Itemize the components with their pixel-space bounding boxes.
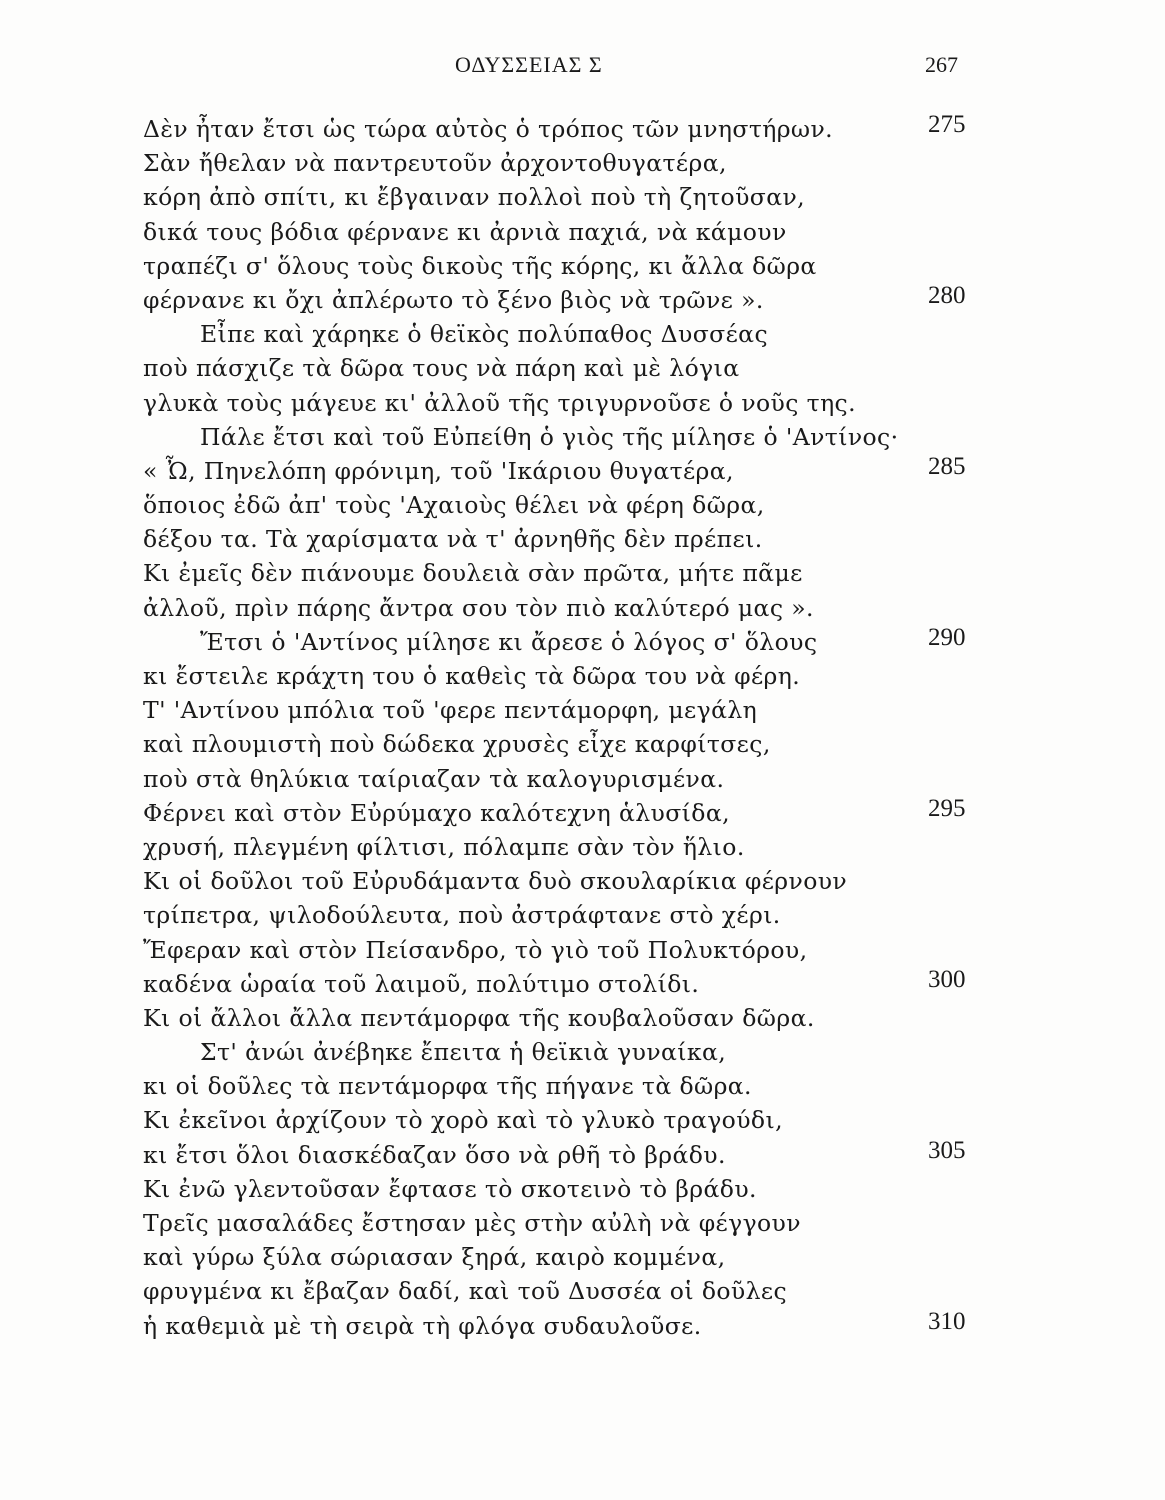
verse-text: Στ' ἀνώι ἀνέβηκε ἔπειτα ἡ θεϊκιὰ γυναίκα, — [200, 1038, 727, 1067]
verse-text: Εἶπε καὶ χάρηκε ὁ θεϊκὸς πολύπαθος Δυσσέας — [200, 320, 769, 349]
verse-text: φρυγμένα κι ἔβαζαν δαδί, καὶ τοῦ Δυσσέα οἱ δοῦλες — [143, 1277, 788, 1306]
verse-text: Τ' 'Αντίνου μπόλια τοῦ 'φερε πεντάμορφη, μεγάλη — [143, 696, 758, 725]
verse-line — [0, 283, 1165, 317]
verse-text: Ἔτσι ὁ 'Αντίνος μίλησε κι ἄρεσε ὁ λόγος σ' ὅλους — [200, 627, 818, 656]
verse-line — [0, 522, 1165, 556]
verse-line — [0, 488, 1165, 522]
page-number: 267 — [925, 52, 958, 77]
verse-line — [0, 180, 1165, 214]
running-title: ΟΔΥΣΣΕΙΑΣ Σ — [455, 52, 603, 77]
verse-line — [0, 625, 1165, 659]
line-number: 305 — [928, 1136, 966, 1164]
line-number: 275 — [928, 111, 966, 138]
verse-text: καδένα ὡραία τοῦ λαιμοῦ, πολύτιμο στολίδι. — [143, 969, 700, 998]
verse-text: καὶ γύρω ξύλα σώριασαν ξηρά, καιρὸ κομμένα, — [143, 1243, 726, 1272]
line-number: 290 — [928, 623, 966, 651]
verse-text: Σὰν ἤθελαν νὰ παντρευτοῦν ἀρχοντοθυγατέρα, — [143, 149, 727, 178]
verse-text: Τρεῖς μασαλάδες ἔστησαν μὲς στὴν αὐλὴ νὰ φέγγουν — [143, 1209, 801, 1237]
running-head — [0, 52, 1165, 82]
verse-line — [0, 112, 1165, 146]
line-number: 285 — [928, 452, 966, 480]
verse-line — [0, 454, 1165, 488]
verse-line — [0, 556, 1165, 590]
verse-block — [0, 112, 1165, 1343]
verse-line — [0, 386, 1165, 420]
verse-text: Φέρνει καὶ στὸν Εὐρύμαχο καλότεχνη ἁλυσίδα, — [143, 798, 730, 827]
verse-line — [0, 317, 1165, 351]
verse-line — [0, 1069, 1165, 1103]
verse-line — [0, 864, 1165, 898]
verse-text: δέξου τα. Τὰ χαρίσματα νὰ τ' ἀρνηθῆς δὲν πρέπει. — [143, 525, 763, 554]
verse-text: κι οἱ δοῦλες τὰ πεντάμορφα τῆς πήγανε τὰ δῶρα. — [143, 1072, 752, 1101]
verse-text: Κι οἱ ἄλλοι ἄλλα πεντάμορφα τῆς κουβαλοῦσαν δῶρα. — [143, 1003, 815, 1032]
verse-line — [0, 591, 1165, 625]
verse-line — [0, 1103, 1165, 1137]
verse-text: Κι ἐνῶ γλεντοῦσαν ἔφτασε τὸ σκοτεινὸ τὸ βράδυ. — [143, 1174, 757, 1203]
verse-line — [0, 1138, 1165, 1172]
verse-line — [0, 1035, 1165, 1069]
verse-line — [0, 693, 1165, 727]
verse-text: ἀλλοῦ, πρὶν πάρης ἄντρα σου τὸν πιὸ καλύτερό μας ». — [143, 593, 814, 622]
verse-line — [0, 1309, 1165, 1343]
verse-text: φέρνανε κι ὄχι ἀπλέρωτο τὸ ξένο βιὸς νὰ τρῶνε ». — [143, 285, 764, 314]
verse-line — [0, 898, 1165, 932]
verse-text: ποὺ στὰ θηλύκια ταίριαζαν τὰ καλογυρισμένα. — [143, 764, 725, 793]
verse-line — [0, 1240, 1165, 1274]
verse-line — [0, 830, 1165, 864]
verse-line — [0, 215, 1165, 249]
verse-text: τραπέζι σ' ὅλους τοὺς δικοὺς τῆς κόρης, κι ἄλλα δῶρα — [143, 251, 817, 280]
verse-text: ὅποιος ἐδῶ ἀπ' τοὺς 'Αχαιοὺς θέλει νὰ φέρη δῶρα, — [143, 491, 765, 520]
verse-text: ἡ καθεμιὰ μὲ τὴ σειρὰ τὴ φλόγα συδαυλοῦσε. — [143, 1311, 702, 1340]
line-number: 280 — [928, 281, 966, 309]
line-number: 295 — [928, 794, 966, 822]
line-number: 310 — [928, 1307, 966, 1335]
verse-text: Κι οἱ δοῦλοι τοῦ Εὐρυδάμαντα δυὸ σκουλαρίκια φέρνουν — [143, 867, 848, 896]
verse-text: δικά τους βόδια φέρνανε κι ἀρνιὰ παχιά, νὰ κάμουν — [143, 217, 787, 246]
verse-line — [0, 659, 1165, 693]
verse-line — [0, 796, 1165, 830]
verse-text: Δὲν ἦταν ἔτσι ὡς τώρα αὐτὸς ὁ τρόπος τῶν μνηστήρων. — [143, 115, 834, 143]
verse-text: τρίπετρα, ψιλοδούλευτα, ποὺ ἀστράφτανε στὸ χέρι. — [143, 901, 781, 930]
verse-text: κι ἔτσι ὅλοι διασκέδαζαν ὅσο νὰ ρθῆ τὸ βράδυ. — [143, 1140, 726, 1169]
verse-line — [0, 1274, 1165, 1308]
verse-text: χρυσή, πλεγμένη φίλτισι, πόλαμπε σὰν τὸν ἥλιο. — [143, 832, 745, 861]
verse-text: γλυκὰ τοὺς μάγευε κι' ἀλλοῦ τῆς τριγυρνοῦσε ὁ νοῦς της. — [143, 388, 856, 417]
verse-text: Κι ἐμεῖς δὲν πιάνουμε δουλειὰ σὰν πρῶτα, μήτε πᾶμε — [143, 559, 803, 588]
verse-line — [0, 1206, 1165, 1240]
line-number: 300 — [928, 965, 966, 993]
verse-line — [0, 933, 1165, 967]
verse-line — [0, 727, 1165, 761]
verse-text: καὶ πλουμιστὴ ποὺ δώδεκα χρυσὲς εἶχε καρφίτσες, — [143, 730, 771, 759]
verse-line — [0, 146, 1165, 180]
verse-line — [0, 1001, 1165, 1035]
verse-line — [0, 249, 1165, 283]
verse-line — [0, 967, 1165, 1001]
verse-text: « Ὦ, Πηνελόπη φρόνιμη, τοῦ 'Ικάριου θυγατέρα, — [143, 456, 734, 485]
verse-line — [0, 351, 1165, 385]
verse-text: Πάλε ἔτσι καὶ τοῦ Εὐπείθη ὁ γιὸς τῆς μίλησε ὁ 'Αντίνος· — [200, 422, 899, 451]
verse-text: κόρη ἀπὸ σπίτι, κι ἔβγαιναν πολλοὶ ποὺ τὴ ζητοῦσαν, — [143, 183, 806, 212]
verse-text: κι ἔστειλε κράχτη του ὁ καθεὶς τὰ δῶρα του νὰ φέρη. — [143, 662, 801, 690]
verse-text: Κι ἐκεῖνοι ἀρχίζουν τὸ χορὸ καὶ τὸ γλυκὸ τραγούδι, — [143, 1106, 783, 1135]
verse-line — [0, 420, 1165, 454]
verse-line — [0, 762, 1165, 796]
verse-text: ποὺ πάσχιζε τὰ δῶρα τους νὰ πάρη καὶ μὲ λόγια — [143, 354, 740, 383]
verse-line — [0, 1172, 1165, 1206]
verse-text: Ἔφεραν καὶ στὸν Πείσανδρο, τὸ γιὸ τοῦ Πολυκτόρου, — [143, 935, 808, 964]
